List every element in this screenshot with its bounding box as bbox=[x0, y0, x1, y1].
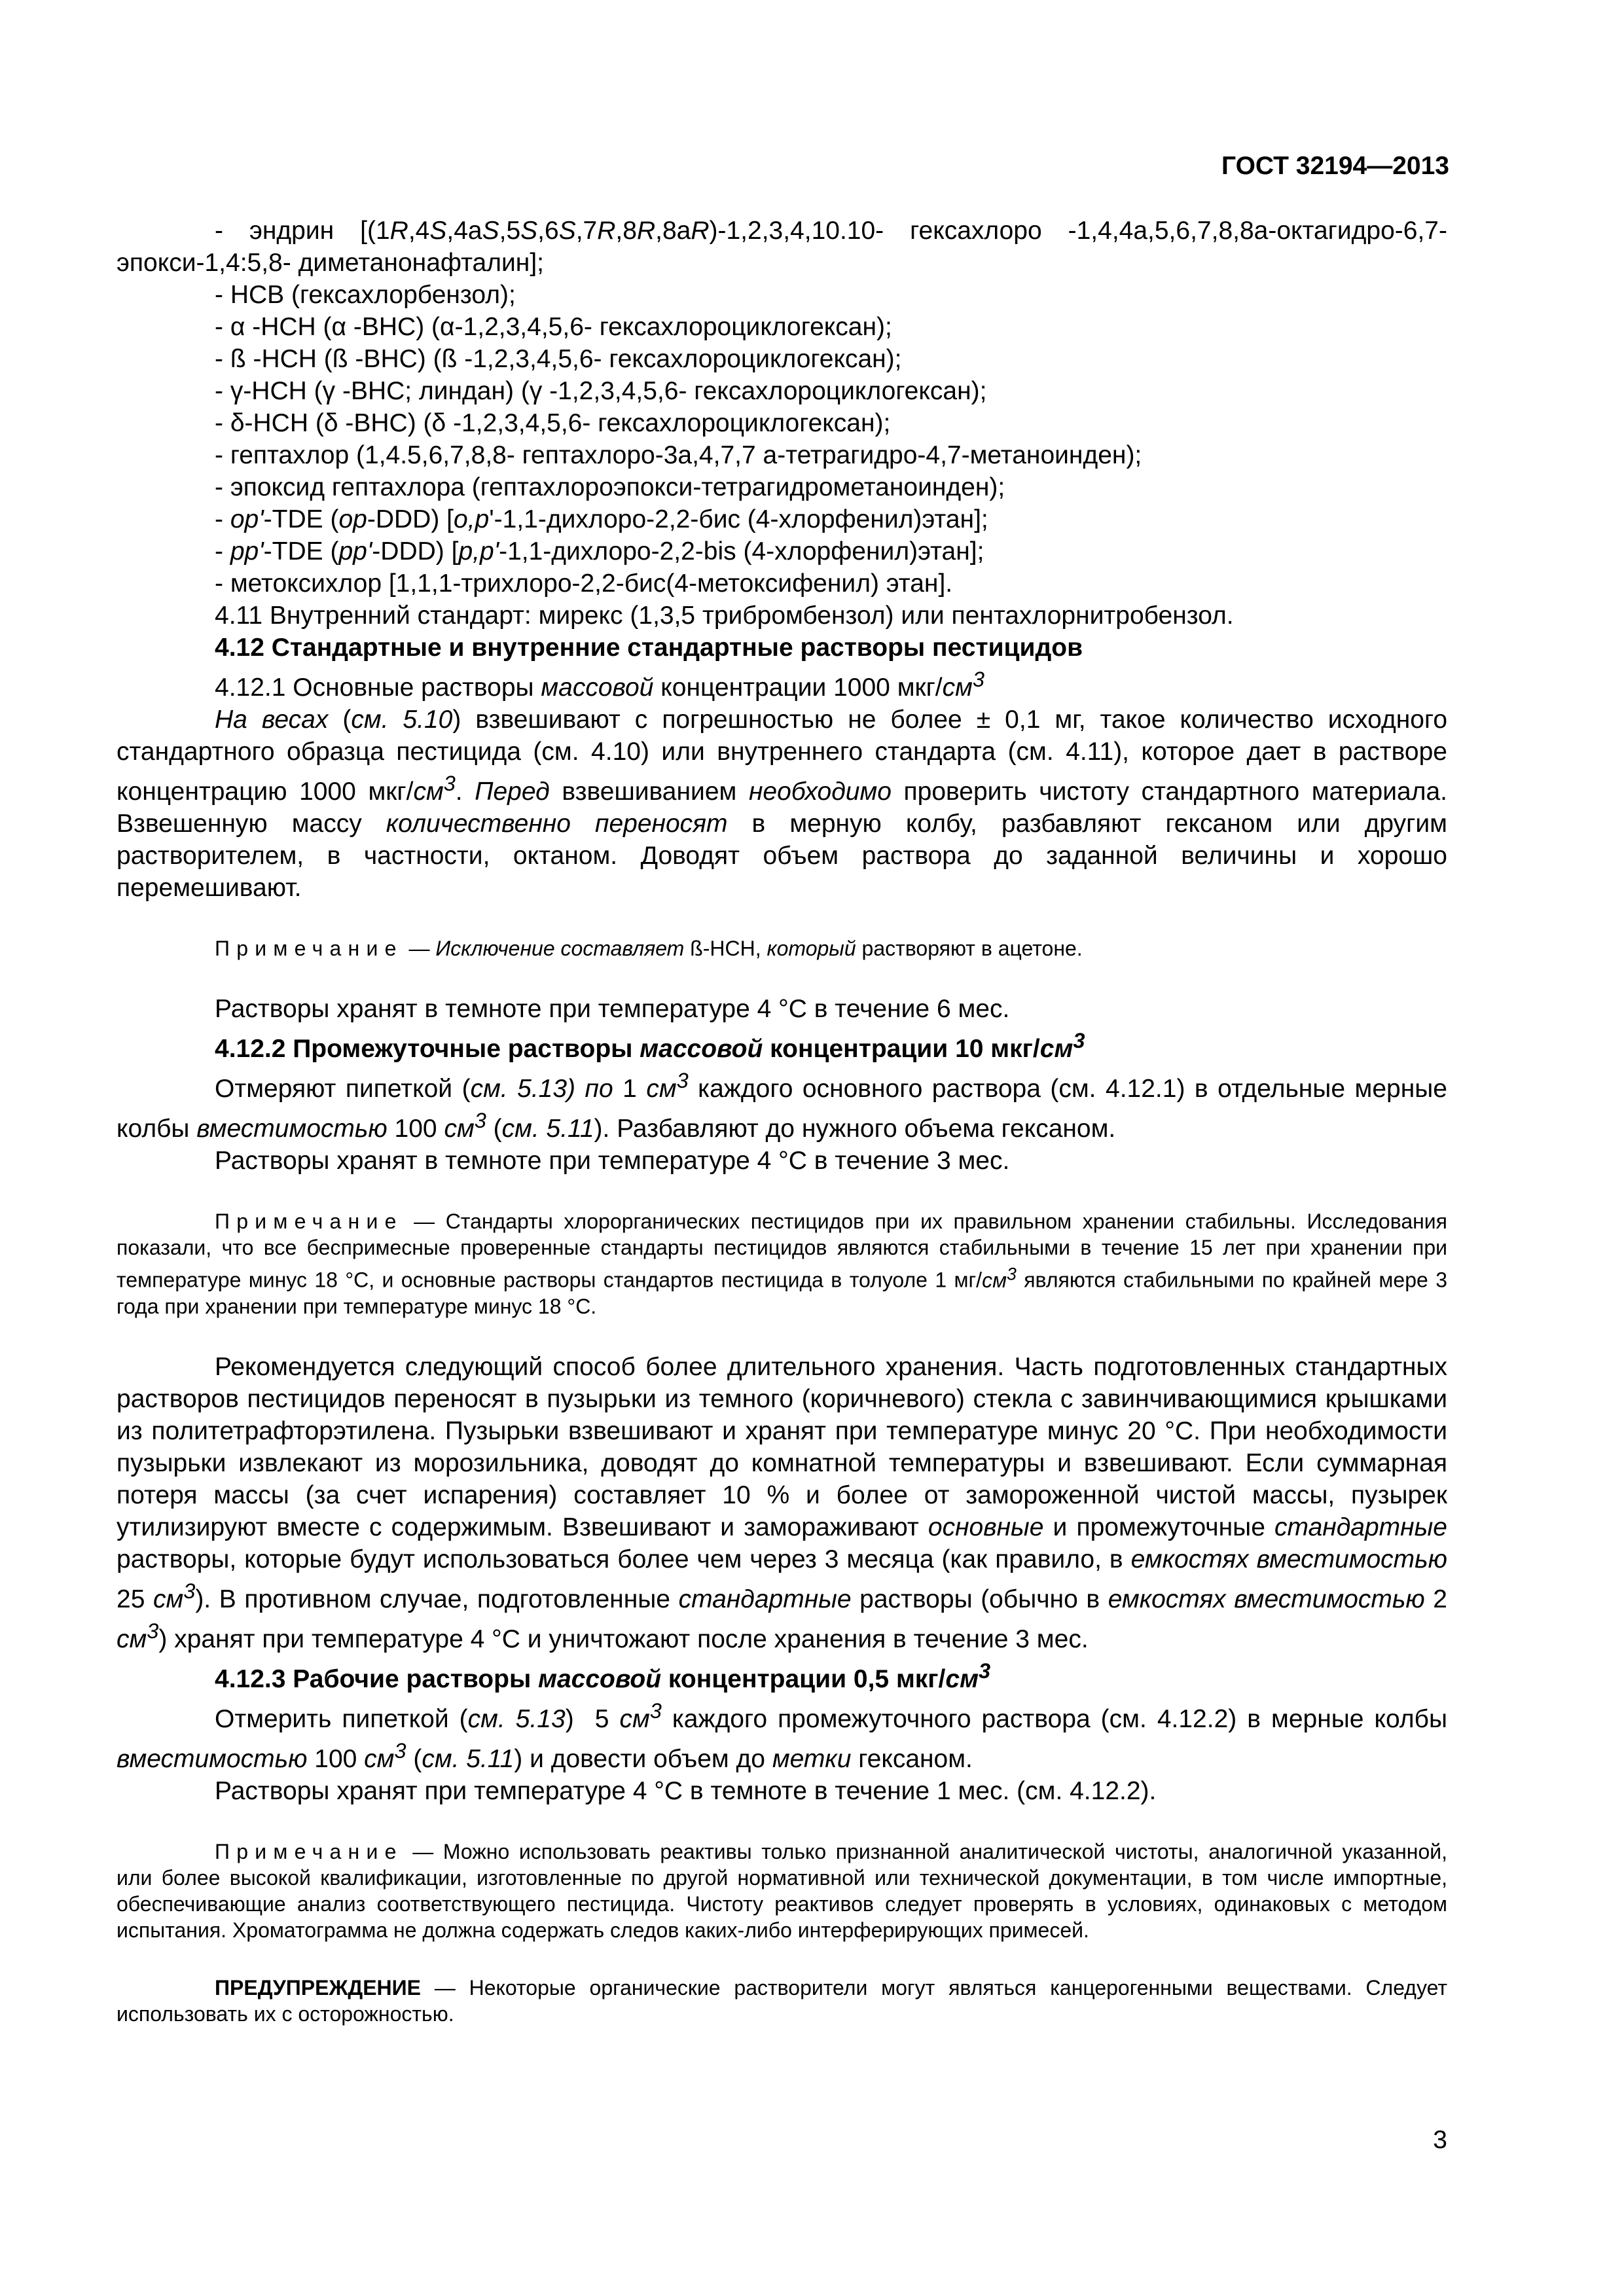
list-item: - ß -HCH (ß -BHC) (ß -1,2,3,4,5,6- гексахлороциклогексан); bbox=[215, 345, 902, 373]
paragraph-weighing: На весах (см. 5.10) взвешивают с погрешностью не более ± 0,1 мг, такое количество исходного стандартного образца пестицида (см. 4.10) или внутреннего стандарта (см. 4.11), которое дает в растворе концентрацию 1000 мкг/$см^3$. Перед взвешиванием необходимо проверить чистоту стандартного материала. Взвешенную массу количественно переносят в мерную колбу, разбавляют гексаном или другим растворителем, в частности, октаном. Доводят объем раствора до заданной величины и хорошо перемешивают. bbox=[117, 706, 1448, 902]
section-4-11: 4.11 Внутренний стандарт: мирекс (1,3,5 трибромбензол) или пентахлорнитробензол. bbox=[215, 601, 1234, 630]
page-content bbox=[117, 215, 1447, 2027]
paragraph-storage-1: Растворы хранят при температуре 4 °С в темноте в течение 1 мес. (см. 4.12.2). bbox=[215, 1776, 1157, 1805]
section-4-12-title: 4.12 Стандартные и внутренние стандартные растворы пестицидов bbox=[215, 634, 1083, 662]
note-2 bbox=[117, 1208, 1447, 1319]
note-label: Примечание bbox=[215, 937, 403, 960]
note-1-text: — Исключение составляет ß-HCH, который растворяют в ацетоне. bbox=[403, 937, 1083, 960]
section-4-12-1-title: 4.12.1 Основные растворы массовой концентрации 1000 мкг/$см^3$ bbox=[215, 668, 984, 702]
paragraph-storage-3: Растворы хранят в темноте при температуре 4 °С в течение 3 мес. bbox=[215, 1147, 1010, 1175]
section-4-12-3-title: 4.12.3 Рабочие растворы массовой концентрации 0,5 мкг/$см^3$ bbox=[215, 1659, 991, 1693]
note-2-text: — Стандарты хлорорганических пестицидов при их правильном хранении стабильны. Исследования показали, что все беспримесные проверенные стандарты пестицидов являются стабильными в течение 15 лет при хранении при температуре минус 18 °С, и основные растворы стандартов пестицида в толуоле 1 $мг/см^3$ являются стабильными по крайней мере 3 года при хранении при температуре минус 18 °С. bbox=[117, 1210, 1447, 1318]
page-number: 3 bbox=[1433, 2126, 1447, 2154]
paragraph-pipette-5: Отмерить пипеткой (см. 5.13) 5 $см^3$ каждого промежуточного раствора (см. 4.12.2) в мерные колбы вместимостью 100 $см^3$ (см. 5.11) и довести объем до метки гексаном. bbox=[117, 1698, 1447, 1773]
note-3 bbox=[117, 1839, 1447, 1943]
warning bbox=[117, 1975, 1447, 2027]
note-label: Примечание bbox=[215, 1210, 403, 1233]
paragraph-storage-6: Растворы хранят в темноте при температуре 4 °С в течение 6 мес. bbox=[215, 995, 1010, 1023]
note-1 bbox=[117, 935, 1447, 961]
warning-label: ПРЕДУПРЕЖДЕНИЕ bbox=[215, 1975, 421, 2000]
list-item: - метоксихлор [1,1,1-трихлоро-2,2-бис(4-метоксифенил) этан]. bbox=[215, 569, 953, 598]
note-label: Примечание bbox=[215, 1839, 403, 1863]
list-item: - pp'-TDE (pp'-DDD) [p,p'-1,1-дихлоро-2,2-bis (4-хлорфенил)этан]; bbox=[215, 537, 984, 565]
compound-list bbox=[117, 215, 1447, 600]
list-item: - эндрин [(1R,4S,4aS,5S,6S,7R,8R,8aR)-1,2,3,4,10.10- гексахлоро -1,4,4a,5,6,7,8,8a-октагидро-6,7-эпокси-1,4:5,8- диметанонафталин]; bbox=[117, 217, 1447, 277]
list-item: - гептахлор (1,4.5,6,7,8,8- гептахлоро-3a,4,7,7 a-тетрагидро-4,7-метаноинден); bbox=[215, 441, 1142, 469]
list-item: - эпоксид гептахлора (гептахлороэпокси-тетрагидрометаноинден); bbox=[215, 473, 1005, 501]
list-item: - α -HCH (α -BHC) (α-1,2,3,4,5,6- гексахлороциклогексан); bbox=[215, 313, 892, 341]
warning-text: — Некоторые органические растворители могут являться канцерогенными веществами. Следует использовать их с осторожностью. bbox=[117, 1975, 1447, 2026]
note-3-text: — Можно использовать реактивы только признанной аналитической чистоты, аналогичной указанной, или более высокой квалификации, изготовленные по другой нормативной или технической документации, в том числе импортные, обеспечивающие анализ соответствующего пестицида. Чистоту реактивов следует проверять в условиях, одинаковых с методом испытания. Хроматограмма не должна содержать следов каких-либо интерферирующих примесей. bbox=[117, 1839, 1447, 1942]
list-item: - δ-HCH (δ -BHC) (δ -1,2,3,4,5,6- гексахлороциклогексан); bbox=[215, 409, 891, 437]
list-item: - γ-HCH (γ -BHC; линдан) (γ -1,2,3,4,5,6- гексахлороциклогексан); bbox=[215, 377, 987, 405]
list-item: - HCB (гексахлорбензол); bbox=[215, 281, 516, 309]
paragraph-long-storage: Рекомендуется следующий способ более длительного хранения. Часть подготовленных стандартных растворов пестицидов переносят в пузырьки из темного (коричневого) стекла с завинчивающимися крышками из политетрафторэтилена. Пузырьки взвешивают и хранят при температуре минус 20 °С. При необходимости пузырьки извлекают из морозильника, доводят до комнатной температуры и взвешивают. Если суммарная потеря массы (за счет испарения) составляет 10 % и более от замороженной чистой массы, пузырек утилизируют вместе с содержимым. Взвешивают и замораживают основные и промежуточные стандартные растворы, которые будут использоваться более чем через 3 месяца (как правило, в емкостях вместимостью 25 $см^3$). В противном случае, подготовленные стандартные растворы (обычно в емкостях вместимостью 2 $см^3$) хранят при температуре 4 °С и уничтожают после хранения в течение 3 мес. bbox=[117, 1352, 1448, 1653]
list-item: - op'-TDE (op-DDD) [o,p'-1,1-дихлоро-2,2-бис (4-хлорфенил)этан]; bbox=[215, 505, 988, 533]
section-4-12-2-title: 4.12.2 Промежуточные растворы массовой концентрации 10 мкг/$см^3$ bbox=[215, 1029, 1085, 1063]
document-code-header: ГОСТ 32194—2013 bbox=[1221, 152, 1449, 180]
paragraph-pipette-1: Отмеряют пипеткой (см. 5.13) по 1 $см^3$ каждого основного раствора (см. 4.12.1) в отдельные мерные колбы вместимостью 100 $см^3$ (см. 5.11). Разбавляют до нужного объема гексаном. bbox=[117, 1069, 1447, 1143]
